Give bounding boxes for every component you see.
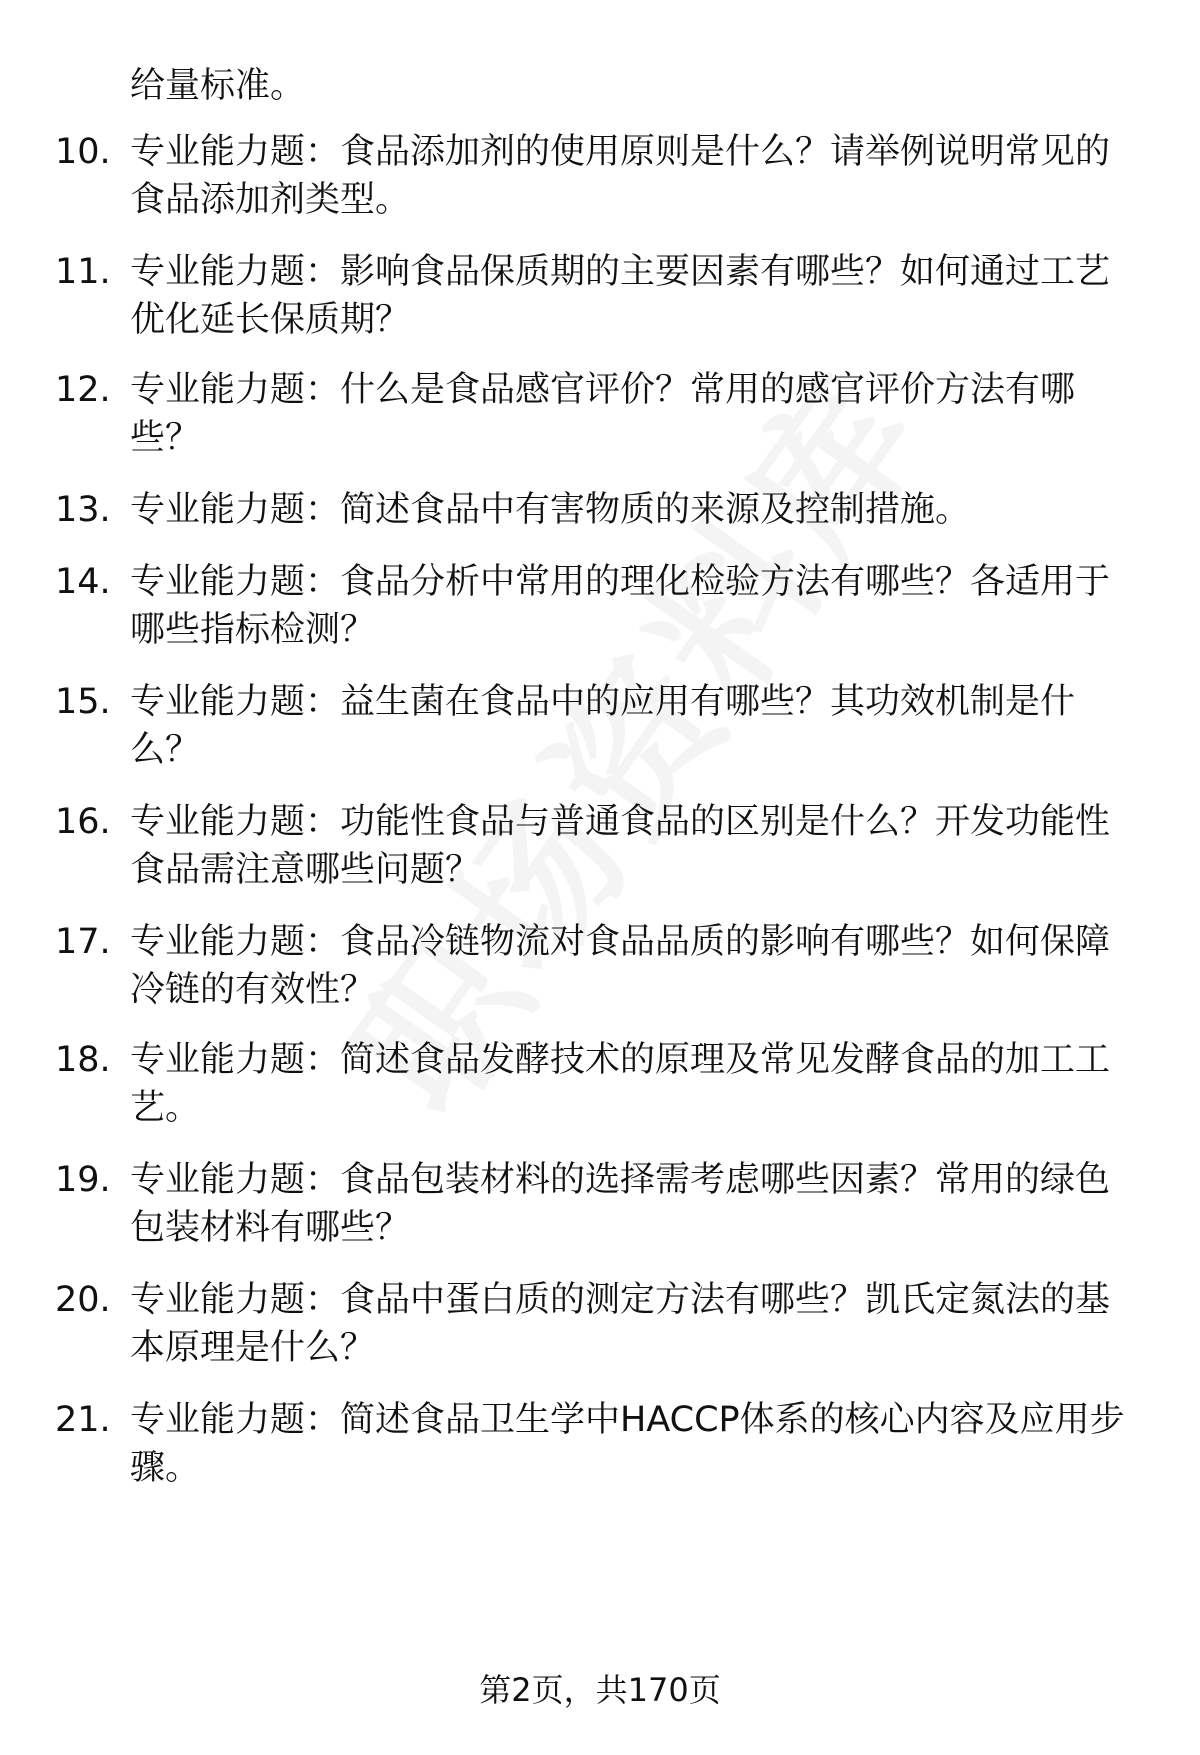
question-number: 20.: [55, 1280, 111, 1320]
question-number: 10.: [55, 132, 111, 172]
question-line: 些？: [130, 418, 201, 458]
question-text: [130, 248, 1150, 344]
question-line: 专业能力题：简述食品发酵技术的原理及常见发酵食品的加工工: [130, 1040, 1111, 1080]
question-text: [130, 918, 1150, 1014]
question-line: 本原理是什么？: [130, 1328, 376, 1368]
question-text: [130, 678, 1150, 774]
question-text: [130, 1396, 1150, 1492]
question-text: [130, 1276, 1150, 1372]
question-number: 12.: [55, 370, 111, 410]
question-number: 18.: [55, 1040, 111, 1080]
question-number: 17.: [55, 922, 111, 962]
question-line: 艺。: [130, 1088, 201, 1128]
question-line: 么？: [130, 730, 201, 770]
question-text: [130, 1156, 1150, 1252]
question-line: 专业能力题：食品冷链物流对食品品质的影响有哪些？如何保障: [130, 922, 1111, 962]
question-line: 专业能力题：什么是食品感官评价？常用的感官评价方法有哪: [130, 370, 1076, 410]
question-line: 食品需注意哪些问题？: [130, 850, 481, 890]
question-line: 哪些指标检测？: [130, 610, 376, 650]
question-line: 专业能力题：功能性食品与普通食品的区别是什么？开发功能性: [130, 802, 1111, 842]
question-line: 专业能力题：食品中蛋白质的测定方法有哪些？凯氏定氮法的基: [130, 1280, 1111, 1320]
question-line: 专业能力题：简述食品卫生学中HACCP体系的核心内容及应用步: [130, 1400, 1125, 1440]
question-text: [130, 558, 1150, 654]
page-footer: 第2页，共170页: [479, 1671, 721, 1709]
question-line: 冷链的有效性？: [130, 970, 376, 1010]
question-line: 专业能力题：食品分析中常用的理化检验方法有哪些？各适用于: [130, 562, 1111, 602]
question-number: 21.: [55, 1400, 111, 1440]
question-text: [130, 486, 1150, 534]
question-number: 13.: [55, 490, 111, 530]
question-line: 包装材料有哪些？: [130, 1208, 411, 1248]
question-text: [130, 1036, 1150, 1132]
question-line: 专业能力题：食品添加剂的使用原则是什么？请举例说明常见的: [130, 132, 1111, 172]
question-line: 优化延长保质期？: [130, 300, 411, 340]
question-line: 骤。: [130, 1448, 201, 1488]
question-line: 专业能力题：影响食品保质期的主要因素有哪些？如何通过工艺: [130, 252, 1111, 292]
question-line: 专业能力题：简述食品中有害物质的来源及控制措施。: [130, 490, 971, 530]
question-text: [130, 798, 1150, 894]
question-number: 11.: [55, 252, 111, 292]
question-line: 专业能力题：食品包装材料的选择需考虑哪些因素？常用的绿色: [130, 1160, 1111, 1200]
question-text: [130, 128, 1150, 224]
question-line: 专业能力题：益生菌在食品中的应用有哪些？其功效机制是什: [130, 682, 1076, 722]
question-number: 16.: [55, 802, 111, 842]
question-text: [130, 366, 1150, 462]
question-number: 15.: [55, 682, 111, 722]
question-number: 14.: [55, 562, 111, 602]
question-number: 19.: [55, 1160, 111, 1200]
continuation-text: 给量标准。: [130, 66, 306, 106]
question-line: 食品添加剂类型。: [130, 180, 411, 220]
